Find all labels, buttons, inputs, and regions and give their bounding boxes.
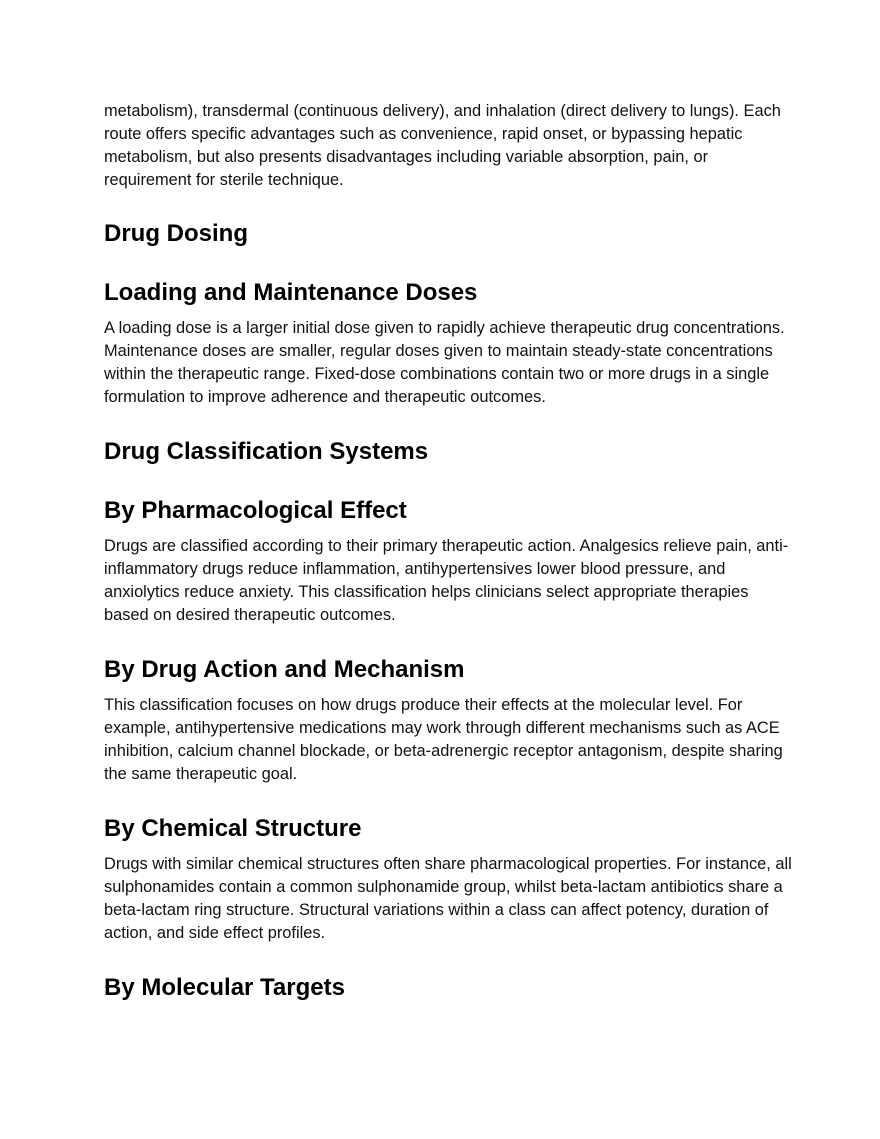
pharmacological-effect-heading: By Pharmacological Effect [104,497,407,524]
document-page [104,100,794,1003]
chemical-structure-paragraph: Drugs with similar chemical structures often share pharmacological properties. For instance, all sulphonamides contain a common sulphonamide group, whilst beta-lactam antibiotics share a beta-lactam ring structure. Structural variations within a class can affect potency, duration of action, and side effect profiles. [104,855,792,942]
classification-heading: Drug Classification Systems [104,438,429,465]
drug-dosing-heading: Drug Dosing [104,220,248,247]
loading-maintenance-paragraph: A loading dose is a larger initial dose given to rapidly achieve therapeutic drug concentrations. Maintenance doses are smaller, regular doses given to maintain steady-state concentrations within the therapeutic range. Fixed-dose combinations contain two or more drugs in a single formulation to improve adherence and therapeutic outcomes. [104,319,785,406]
chemical-structure-heading: By Chemical Structure [104,815,362,842]
pharmacological-effect-paragraph: Drugs are classified according to their primary therapeutic action. Analgesics relieve pain, anti-inflammatory drugs reduce inflammation, antihypertensives lower blood pressure, and anxiolytics reduce anxiety. This classification helps clinicians select appropriate therapies based on desired therapeutic outcomes. [104,537,789,624]
loading-maintenance-heading: Loading and Maintenance Doses [104,279,478,306]
intro-paragraph: metabolism), transdermal (continuous delivery), and inhalation (direct delivery to lungs). Each route offers specific advantages such as convenience, rapid onset, or bypassing hepatic metabolism, but also presents disadvantages including variable absorption, pain, or requirement for sterile technique. [104,102,781,189]
action-mechanism-paragraph: This classification focuses on how drugs produce their effects at the molecular level. For example, antihypertensive medications may work through different mechanisms such as ACE inhibition, calcium channel blockade, or beta-adrenergic receptor antagonism, despite sharing the same therapeutic goal. [104,696,783,783]
molecular-targets-heading: By Molecular Targets [104,974,345,1001]
action-mechanism-heading: By Drug Action and Mechanism [104,656,465,683]
